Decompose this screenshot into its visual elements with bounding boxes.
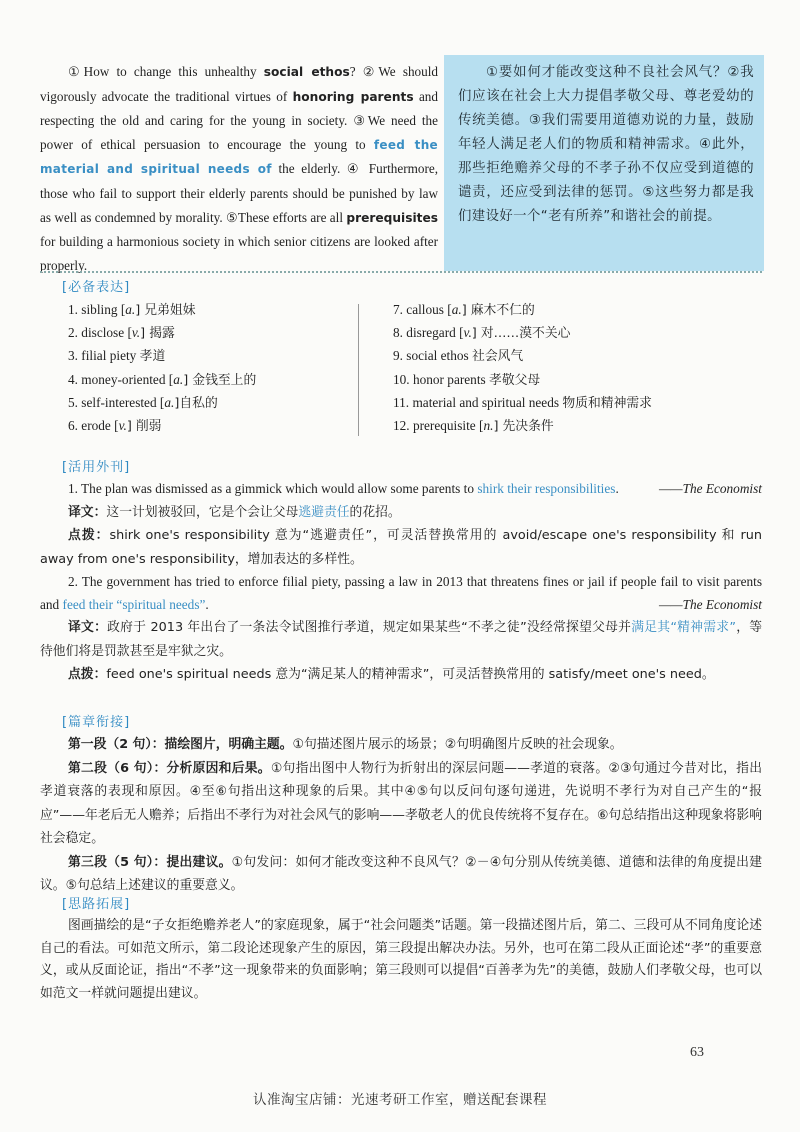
- usage-section: [40, 478, 762, 687]
- usage-example-2: 2. The government has tried to enforce filial piety, passing a law in 2013 that threatens fines or jail if people fail to visit parents and feed their “spiritual needs”. ——The Economist: [40, 571, 762, 616]
- usage-example-2-translation: 译文：政府于 2013 年出台了一条法令试图推行孝道，规定如果某些“不孝之徒”没经常探望父母并满足其“精神需求”，等待他们将是罚款甚至是牢狱之灾。: [40, 620, 763, 659]
- highlight-phrase: shirk their responsibilities: [477, 481, 616, 496]
- expand-section: [40, 915, 762, 1005]
- vocab-item: 8. disregard [v.] 对……漠不关心: [393, 325, 571, 342]
- section-title-vocab: [必备表达]: [62, 280, 131, 295]
- highlight-phrase: feed their “spiritual needs”: [62, 596, 206, 612]
- source-citation: ——The Economist: [658, 481, 762, 496]
- vocab-item: 4. money-oriented [a.] 金钱至上的: [68, 371, 257, 388]
- vocab-column-divider: [358, 304, 359, 436]
- vocab-item: 3. filial piety 孝道: [68, 348, 166, 365]
- structure-paragraph-3: 第三段（5 句）：提出建议。①句发问：如何才能改变这种不良风气？②－④句分别从传统美德、道德和法律的角度提出建议。⑤句总结上述建议的重要意义。: [40, 854, 762, 893]
- key-term-feed-needs: feed the material and spiritual needs of: [40, 137, 438, 177]
- vocab-item: 1. sibling [a.] 兄弟姐妹: [68, 302, 196, 318]
- source-citation: ——The Economist: [658, 596, 762, 612]
- model-essay-section: [40, 60, 760, 273]
- section-title-usage: [活用外刊]: [62, 460, 131, 475]
- usage-example-1-tip: 点拨：shirk one's responsibility 意为“逃避责任”，可灵活替换常用的 avoid/escape one's responsibility 和 run away from one's responsibility，增加表达的多样性。: [40, 528, 762, 567]
- key-term-honoring-parents: honoring parents: [292, 89, 414, 104]
- essay-english-paragraph: ①How to change this unhealthy social ethos? ②We should vigorously advocate the traditional virtues of honoring parents and respecting the old and caring for the young in society. ③We need the power of ethical persuasion to encourage the young to feed the material and spiritual needs of the elderly. ④ Furthermore, those who fail to support their elderly parents should be punished by law as well as condemned by morality. ⑤These efforts are all prerequisites for building a harmonious society in which senior citizens are looked after properly.: [40, 64, 438, 273]
- structure-paragraph-1: 第一段（2 句）：描绘图片，明确主题。①句描述图片展示的场景；②句明确图片反映的社会现象。: [68, 737, 623, 752]
- key-term-prerequisites: prerequisites: [346, 210, 438, 225]
- structure-paragraph-2: 第二段（6 句）：分析原因和后果。①句指出图中人物行为折射出的深层问题——孝道的衰落。②③句通过今昔对比，指出孝道衰落的表现和原因。④至⑥句指出这种现象的后果。其中④⑤句以反问句逐句递进，先说明不孝行为对自己产生的“报应”——年老后无人赡养；后指出不孝行为对社会风气的影响——孝敬老人的优良传统将不复存在。⑥句总结指出这种现象将影响社会稳定。: [40, 760, 762, 846]
- expand-paragraph: 图画描绘的是“子女拒绝赡养老人”的家庭现象，属于“社会问题类”话题。第一段描述图片后，第二、三段可从不同角度论述自己的看法。可如范文所示，第二段论述现象产生的原因，第三段提出解决办法。另外，也可在第二段从正面论述“孝”的重要意义，或从反面论证，指出“不孝”这一现象带来的负面影响；第三段则可以提倡“百善孝为先”的美德，鼓励人们孝敬父母，也可以如范文一样就问题提出建议。: [40, 918, 762, 1001]
- usage-example-1: 1. The plan was dismissed as a gimmick which would allow some parents to shirk their responsibilities. ——The Economist: [40, 478, 762, 501]
- vocab-item: 10. honor parents 孝敬父母: [393, 371, 541, 388]
- structure-section: [40, 733, 762, 898]
- key-term-social-ethos: social ethos: [263, 65, 350, 79]
- section-divider: [40, 271, 762, 273]
- usage-example-1-translation: 译文：这一计划被驳回，它是个会让父母逃避责任的花招。: [68, 504, 401, 520]
- vocab-item: 11. material and spiritual needs 物质和精神需求: [393, 394, 652, 411]
- vocab-item: 7. callous [a.] 麻木不仁的: [393, 302, 535, 318]
- vocab-item: 2. disclose [v.] 揭露: [68, 325, 175, 342]
- vocab-item: 9. social ethos 社会风气: [393, 348, 524, 365]
- vocab-list-left: [68, 298, 256, 437]
- section-title-expand: [思路拓展]: [62, 897, 131, 912]
- vocab-item: 12. prerequisite [n.] 先决条件: [393, 417, 554, 434]
- page-number: 63: [690, 1045, 704, 1060]
- essay-chinese-translation-box: ①要如何才能改变这种不良社会风气？②我们应该在社会上大力提倡孝敬父母、尊老爱幼的传统美德。③我们需要用道德劝说的力量，鼓励年轻人满足老人们的物质和精神需求。④此外，那些拒绝赡养父母的不孝子孙不仅应受到道德的谴责，还应受到法律的惩罚。⑤这些努力都是我们建设好一个“老有所养”和谐社会的前提。: [444, 55, 764, 271]
- vocab-item: 6. erode [v.] 削弱: [68, 417, 162, 434]
- vocab-list-right: [393, 298, 652, 437]
- usage-example-2-tip: 点拨：feed one's spiritual needs 意为“满足某人的精神需求”，可灵活替换常用的 satisfy/meet one's need。: [68, 667, 715, 682]
- section-title-structure: [篇章衔接]: [62, 715, 131, 730]
- vocab-item: 5. self-interested [a.]自私的: [68, 394, 218, 411]
- footer-watermark-text: 认准淘宝店铺：光速考研工作室，赠送配套课程: [253, 1092, 547, 1108]
